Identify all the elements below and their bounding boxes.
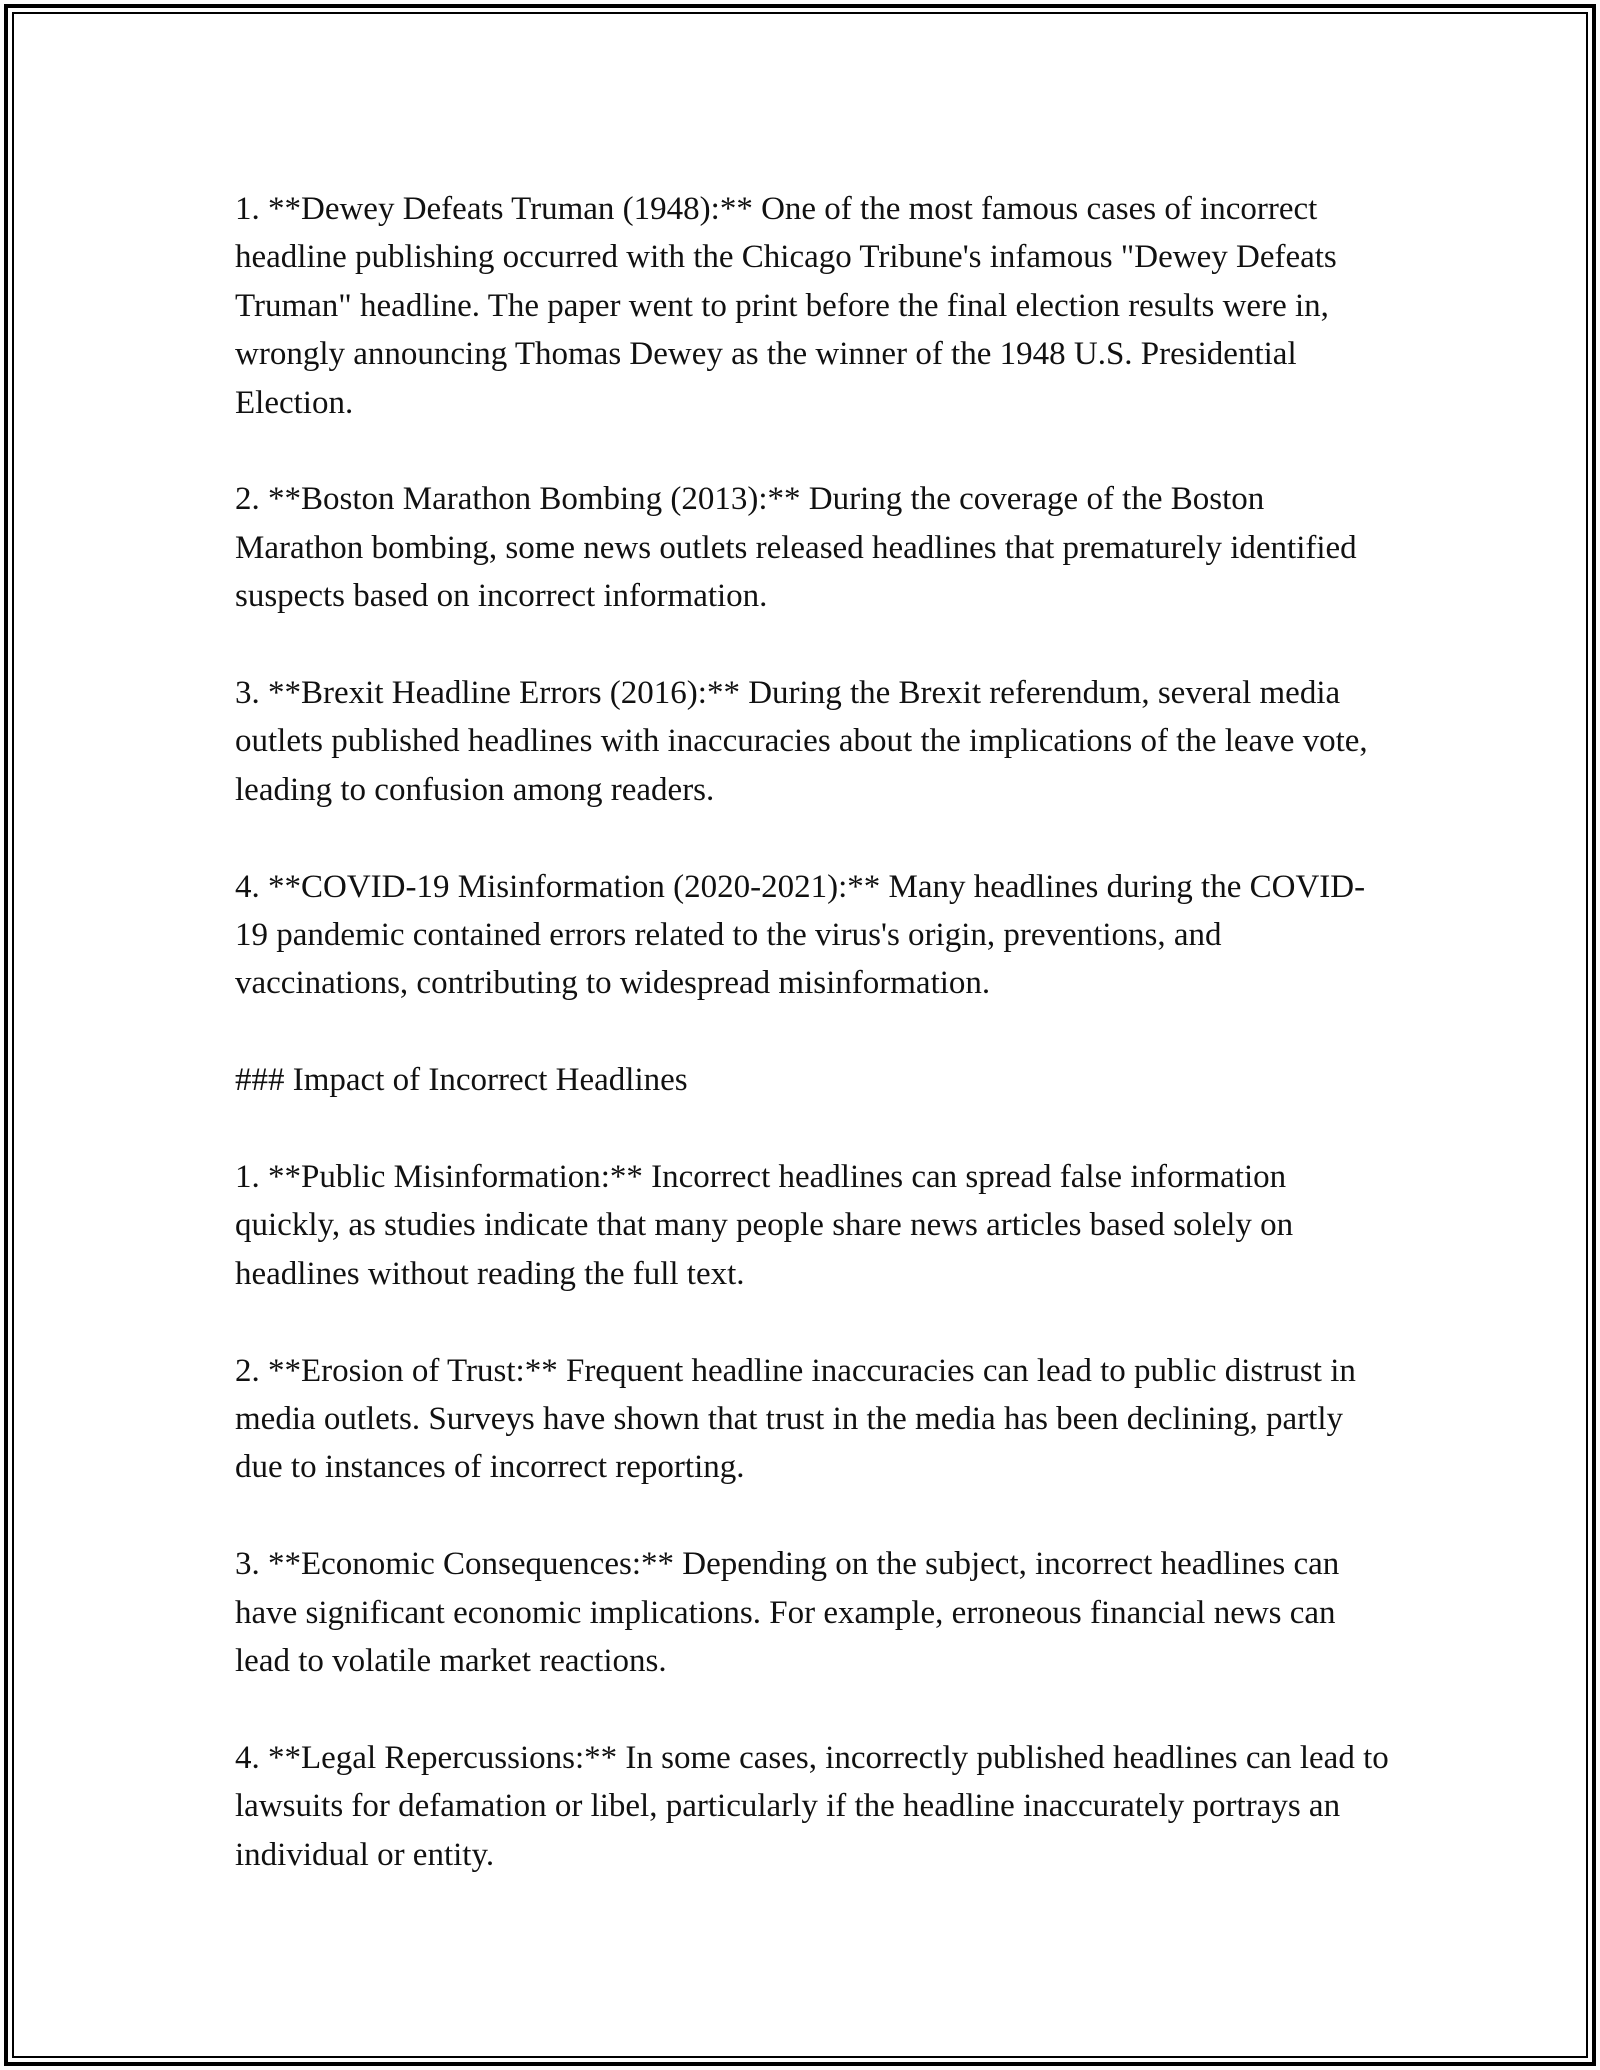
- list-item-dewey-defeats-truman: 1. **Dewey Defeats Truman (1948):** One of the most famous cases of incorrect headline publishing occurred with the Chicago Tribune's infamous "Dewey Defeats Truman" headline. The paper went to print before the final election results were in, wrongly announcing Thomas Dewey as the winner of the 1948 U.S. Presidential Election.: [235, 191, 1337, 421]
- document-body: [235, 185, 1395, 1879]
- list-item-erosion-of-trust: 2. **Erosion of Trust:** Frequent headline inaccuracies can lead to public distrust in media outlets. Surveys have shown that trust in the media has been declining, partly due to instances of incorrect reporting.: [235, 1352, 1356, 1486]
- list-item-covid-misinformation: 4. **COVID-19 Misinformation (2020-2021):** Many headlines during the COVID-19 pandemic contained errors related to the virus's origin, preventions, and vaccinations, contributing to widespread misinformation.: [235, 868, 1366, 1002]
- list-item-legal-repercussions: 4. **Legal Repercussions:** In some cases, incorrectly published headlines can lead to lawsuits for defamation or libel, particularly if the headline inaccurately portrays an individual or entity.: [235, 1739, 1389, 1873]
- list-item-economic-consequences: 3. **Economic Consequences:** Depending on the subject, incorrect headlines can have significant economic implications. For example, erroneous financial news can lead to volatile market reactions.: [235, 1546, 1340, 1680]
- list-item-public-misinformation: 1. **Public Misinformation:** Incorrect headlines can spread false information quickly, as studies indicate that many people share news articles based solely on headlines without reading the full text.: [235, 1159, 1294, 1292]
- list-item-boston-marathon-bombing: 2. **Boston Marathon Bombing (2013):** During the coverage of the Boston Marathon bombing, some news outlets released headlines that prematurely identified suspects based on incorrect information.: [235, 481, 1357, 615]
- section-heading-impact: ### Impact of Incorrect Headlines: [235, 1062, 688, 1099]
- list-item-brexit-headline-errors: 3. **Brexit Headline Errors (2016):** During the Brexit referendum, several media outlets published headlines with inaccuracies about the implications of the leave vote, leading to confusion among readers.: [235, 675, 1368, 808]
